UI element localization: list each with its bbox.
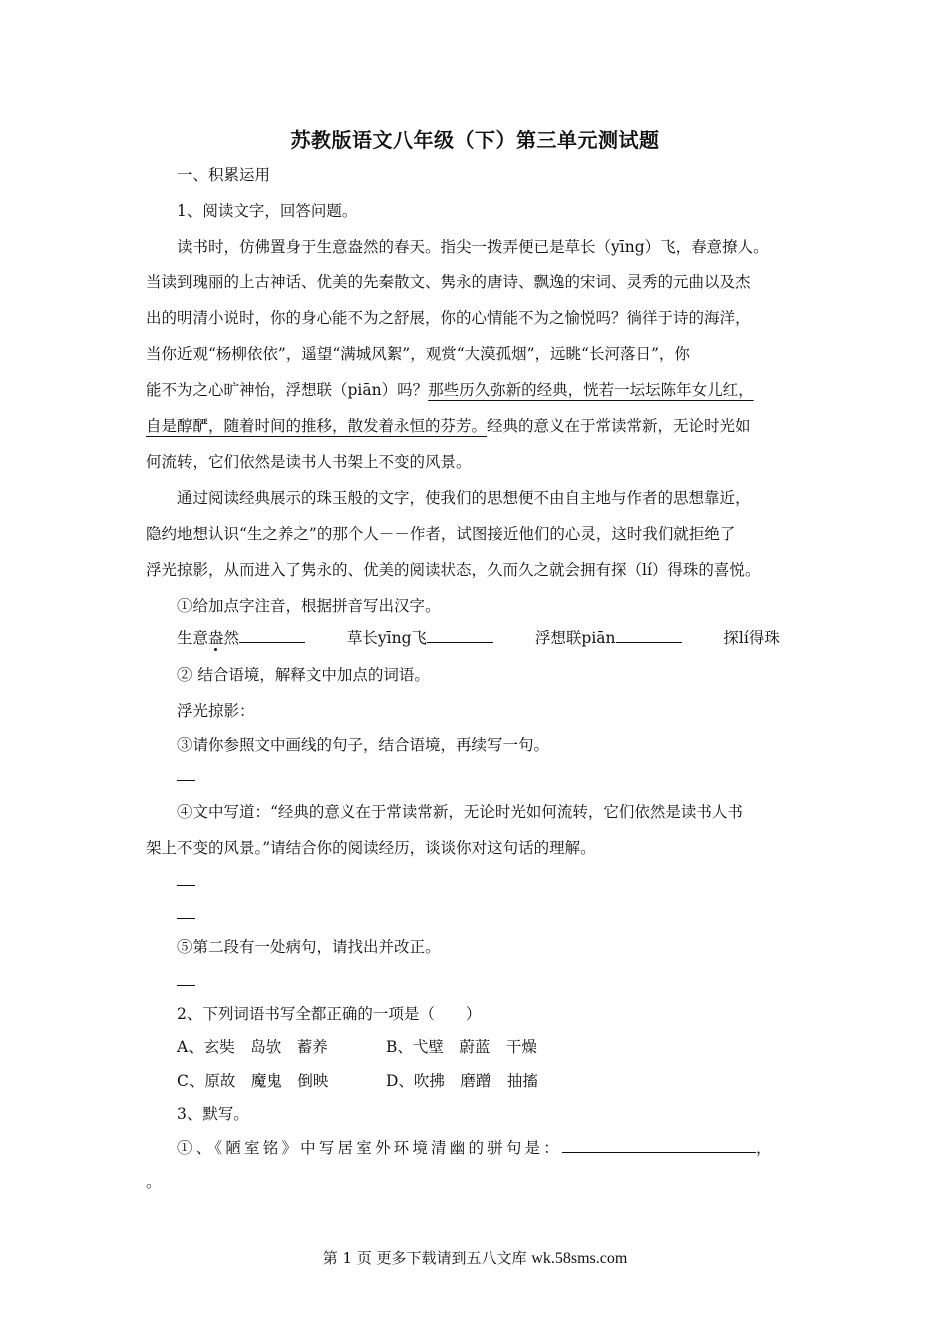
item-shengyi: 生意盎然 — [177, 629, 240, 647]
answer-blank[interactable] — [427, 628, 493, 643]
trailing-punctuation: 。 — [146, 1173, 162, 1191]
item-tanli: 探lí得珠 — [723, 629, 780, 647]
passage-text: 经典的意义在于常读常新，无论时光如 — [487, 417, 751, 435]
passage-line: 当读到瑰丽的上古神话、优美的先秦散文、隽永的唐诗、飘逸的宋词、灵秀的元曲以及杰 — [146, 273, 751, 291]
answer-blank[interactable] — [616, 628, 682, 643]
sub-question-3: ③请你参照文中画线的句子，结合语境，再续写一句。 — [177, 736, 550, 754]
answer-line[interactable] — [177, 885, 195, 886]
option-a: A、玄奘 岛欤 蓄养 — [177, 1038, 328, 1056]
option-d: D、吹拂 磨蹭 抽搐 — [386, 1072, 538, 1090]
sub-question-5: ⑤第二段有一处病句，请找出并改正。 — [177, 938, 441, 956]
section-heading: 一、积累运用 — [177, 166, 271, 184]
passage-line: 浮光掠影，从而进入了隽永的、优美的阅读状态，久而久之就会拥有探（lí）得珠的喜悦。 — [146, 561, 761, 579]
answer-blank[interactable] — [239, 628, 305, 643]
answer-blank[interactable] — [562, 1138, 756, 1153]
page-footer — [0, 1247, 950, 1268]
pinyin-items-row — [177, 626, 780, 648]
sub-question-4: ④文中写道：“经典的意义在于常读常新，无论时光如何流转，它们依然是读书人书 — [177, 803, 743, 821]
page-title: 苏教版语文八年级（下）第三单元测试题 — [290, 128, 660, 152]
footer-text: 第 1 页 更多下载请到五八文库 — [322, 1249, 532, 1267]
passage-line: 出的明清小说时，你的身心能不为之舒展，你的心情能不为之愉悦吗？徜徉于诗的海洋， — [146, 309, 751, 327]
question-2-heading: 2、下列词语书写全都正确的一项是（ ） — [177, 1005, 482, 1023]
passage-line: 何流转，它们依然是读书人书架上不变的风景。 — [146, 453, 472, 471]
underlined-sentence: 自是醇酽，随着时间的推移，散发着永恒的芬芳。 — [146, 417, 488, 435]
recitation-item-1: ①、《陋室铭》中写居室外环境清幽的骈句是： ， — [177, 1139, 775, 1157]
item-caozhang: 草长yīng飞 — [346, 629, 428, 647]
underlined-sentence: 那些历久弥新的经典，恍若一坛坛陈年女儿红， — [428, 381, 754, 399]
question-3-heading: 3、默写。 — [177, 1105, 249, 1123]
passage-line: 隐约地想认识“生之养之”的那个人－－作者，试图接近他们的心灵，这时我们就拒绝了 — [146, 525, 736, 543]
passage-line: 通过阅读经典展示的珠玉般的文字，使我们的思想便不由自主地与作者的思想靠近， — [177, 489, 751, 507]
sub-question-2-item: 浮光掠影： — [177, 702, 255, 720]
passage-line: 读书时，仿佛置身于生意盎然的春天。指尖一拨弄便已是草长（yīng）飞，春意撩人。 — [177, 238, 769, 256]
answer-line[interactable] — [177, 985, 195, 986]
answer-line[interactable] — [177, 918, 195, 919]
sub-question-1: ①给加点字注音，根据拼音写出汉字。 — [177, 597, 441, 615]
sub-question-4-cont: 架上不变的风景。”请结合你的阅读经历，谈谈你对这句话的理解。 — [146, 839, 596, 857]
passage-line — [146, 378, 754, 400]
passage-text: 能不为之心旷神怡，浮想联（piān）吗？ — [146, 381, 429, 399]
question-1-heading: 1、阅读文字，回答问题。 — [177, 202, 358, 220]
passage-line — [146, 414, 751, 436]
dotted-character: 盎 — [208, 629, 224, 647]
passage-line: 当你近观“杨柳依依”，遥望“满城风絮”，观赏“大漠孤烟”，远眺“长河落日”，你 — [146, 345, 690, 363]
footer-link[interactable]: wk.58sms.com — [531, 1250, 628, 1267]
option-c: C、原故 魔鬼 倒映 — [177, 1072, 329, 1090]
option-b: B、弋壁 蔚蓝 干燥 — [386, 1038, 537, 1056]
item-fuxiang: 浮想联piān — [534, 629, 616, 647]
answer-line[interactable] — [177, 780, 195, 781]
sub-question-2: ② 结合语境，解释文中加点的词语。 — [177, 666, 430, 684]
